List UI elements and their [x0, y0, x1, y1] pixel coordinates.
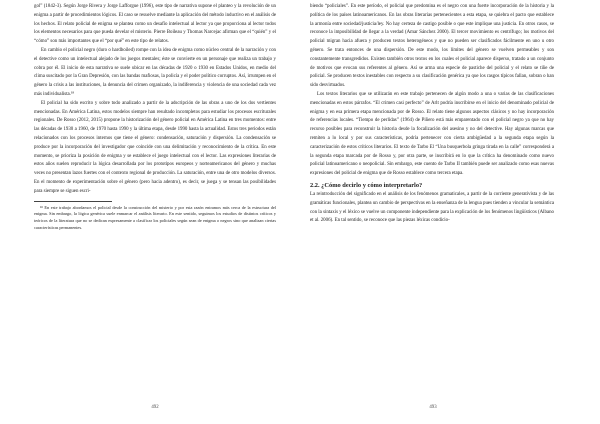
- paragraph: En cambio el policial negro (duro o hardboiled) rompe con la idea de enigma como núcleo central de la narración y con el detective como un intelectual alejado de los juegos mentales; éste se convierte en un personaje que realiza un trabajo y cobra por él. El inicio de esta narrativa se suele ubicar en las décadas de 1920 o 1930 en Estados Unidos, en medio del clima suscitado por la Gran Depresión, con las bandas mafiosas, la policía y el poder político corruptos. Así, irrumpen en el género la crisis a las instituciones, la denuncia del crimen organizado, la indiferencia y violencia de una sociedad cada vez más individualista.¹⁸: [34, 47, 276, 97]
- left-page: [34, 3, 276, 232]
- paragraph: La reintroducción del significado en el análisis de los fenómenos gramaticales, a partir de la corriente generativista y de las gramáticas funcionales, plantea un cambio de perspectivas en la enseñanza de la lengua pues tienden a vincular la semántica con la sintaxis y el léxico se vuelve un componente independiente para la explicación de los fenómenos lingüísticos (Albano et al. 2006). En tal sentido, se reconoce que las piezas léxicas condicio-: [310, 191, 554, 224]
- footnote: ¹⁸ En este trabajo abordamos el policial desde la construcción del misterio y por esta razón entramos más cerca de la estructura del enigma. Sin embargo, la lógica genérica suele enmarcar el análisis literario. En este sentido, seguimos los estudios de distintos críticos y teóricos de la literatura que no se dedican expresamente a clasificar los policiales según sean de enigma o negros sino que analizan ciertas características permanentes.: [34, 204, 276, 230]
- section-heading: 2.2. ¿Cómo decirlo y cómo interpretarlo?: [310, 181, 423, 189]
- paragraph: El policial ha sido escrito y sobre todo analizado a partir de la adscripción de las obras a uno de los dos vertientes mencionadas. En América Latina, estos modelos siempre han resultado incompletos para estudiar los procesos escriturales regionales. De Rosso (2012, 2015) propone la historización del género policial en América Latina en tres momentos: entre las décadas de 1930 a 1960, de 1970 hasta 1990 y la última etapa, desde 1990 hasta la actualidad. Estos tres periodos están relacionados con los procesos internos que tiene el género: condensación, saturación y dispersión. La condensación se produce por la incorporación del investigador que coincide con una delimitación y reconocimiento de la crítica. En este momento, se prioriza la posición de enigma y se establece el juego intelectual con el lector. Las expresiones literarias de estos años suelen reproducir la lógica desarrollada por los prototipos europeos y norteamericanos del género y muchas veces no presentan lazos fuertes con el contexto regional de producción. La saturación, entre una de otro modelos diversos. En el momento de experimentación sobre el género (pero hacia adentro), es decir, se juega y se tensan las posibilidades para siempre se siguen escri-: [34, 100, 276, 194]
- paragraph: biendo “policiales”. En este período, el policial que predomina es el negro con una fuerte incorporación de la historia y la política de los países latinoamericanos. En las obras literarias pertenecientes a esta etapa, se quiebra el pacto que establece la armonía entre sociedad/justicia/ley. No hay certeza de castigo posible o que este implique una justicia. En otros casos, se reconoce la imposibilidad de llegar a la verdad (Amar Sánchez 2000). El tercer movimiento es centrífugo; los motivos del policial migran hacia afuera y producen textos heterogéneos y que no pueden ser clasificados fácilmente en uno u otro género. Se trata entonces de una dispersión. De este modo, los límites del género se vuelven permeables y son constantemente transgredidos. Existen también otros textos en los cuales el policial aparece disperso, tratado a un conjunto de motivos que evocan sus referentes al género. Así se arma una especie de pastiche del policial y el relato se tiñe de policial. Se producen textos inestables con respecto a su clasificación genérica ya que los rasgos típicos fallan, sobran o han sido desvirtuados.: [310, 4, 554, 89]
- page-number-left: 492: [151, 405, 159, 410]
- page-number-right: 493: [429, 405, 437, 410]
- right-page: [310, 3, 554, 226]
- paragraph: Los textos literarios que se utilizarán en este trabajo pertenecen de algún modo a una o varias de las clasificaciones mencionadas en estos párrafos. “El crimen casi perfecto” de Arlt podría inscribirse en el inicio del denominado policial de enigma y en esa primera etapa mencionada por de Rosso. El relato tiene algunos aspectos clásicos y no hay incorporación de referencias locales. “Tiempo de perlidas” (1964) de Piñero está más emparentado con el policial negro ya que no hay recurso posibles para reconstruir la historia desde la focalización del asesino y no del detective. Hay algunas marcas que remiten a lo local y por sus características, podría pertenecer con cierta ambigüedad a la segunda etapa según la caracterización de estos críticos literarios. El texto de Tarbo El “Una busquerbola gringa tirada en la calle” corresponderá a la segunda etapa marcada por de Rosso y, por otra parte, se inscribirá en lo que la crítica ha denominado como nuevo policial latinoamericano o neopolicial. Sin embargo, este cuento de Tarbo II también puede ser analizado como esas nuevas expresiones del policial de enigma que de Rosso establece como tercera etapa.: [310, 91, 554, 177]
- paragraph: gol” (1842-3). Según Jorge Rivera y Jorge Lafforgue (1996), este tipo de narrativa supone el planteo y la revolución de un enigma a partir de procedimientos lógicos. El caso se resuelve mediante la aplicación del método inductivo en el análisis de los hechos. El relato policial de enigma se plantea como un desafío intelectual al lector ya que proporciona al lector todos los elementos necesarios para que pueda develar el misterio. Pierre Boileau y Thomas Narcejac afirman que el “quién” y el “cómo” son más importantes que el “por qué” en este tipo de relatos.: [34, 4, 277, 45]
- footnote-divider: [34, 201, 112, 202]
